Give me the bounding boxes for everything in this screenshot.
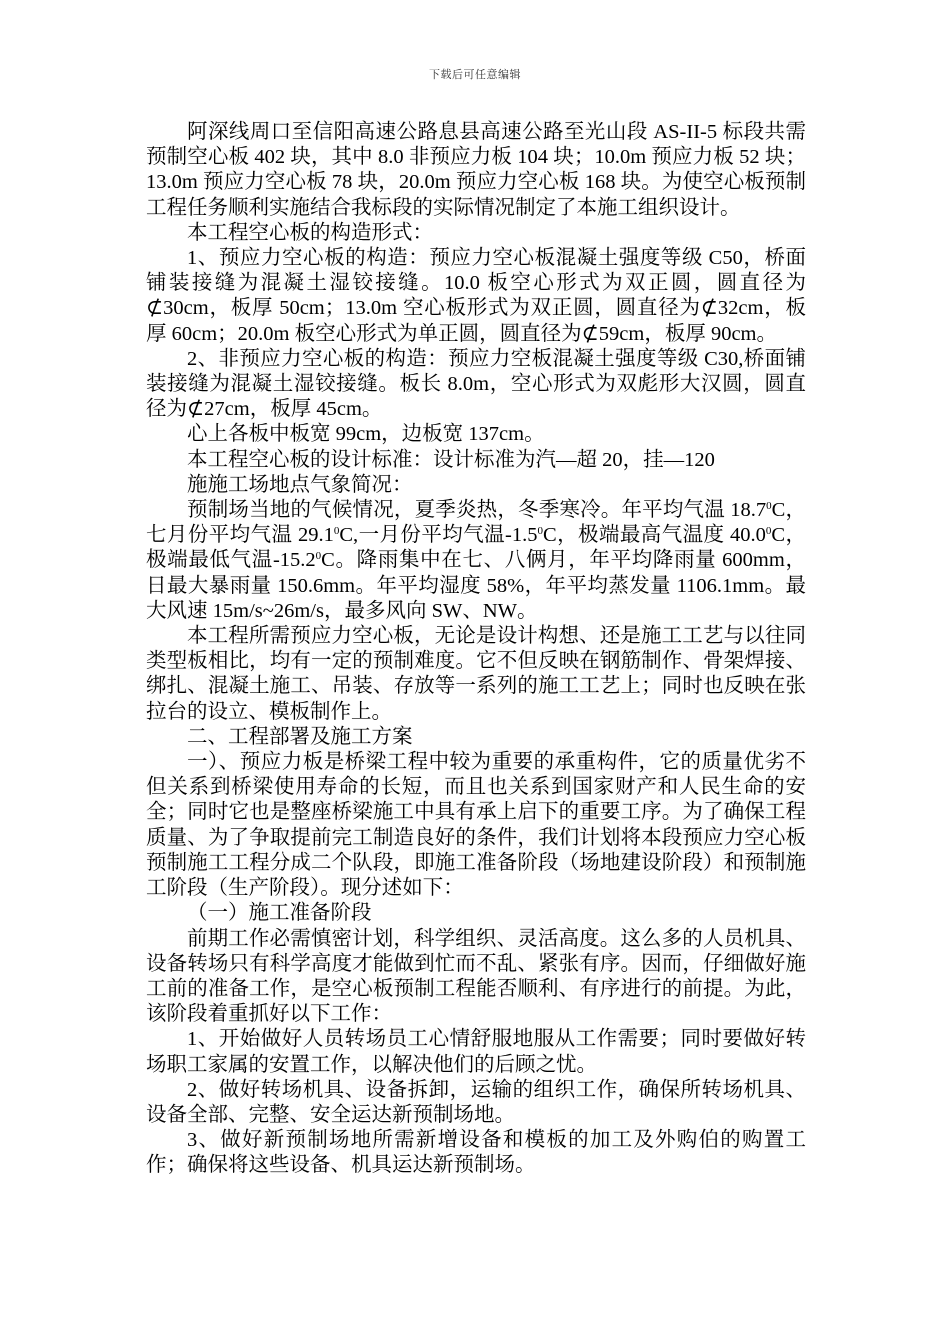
document-body [146,120,806,1179]
paragraph-climate: 预制场当地的气候情况，夏季炎热，冬季寒冷。年平均气温 18.7$^0$C，七月份平均气温 29.1$^0$C,一月份平均气温$-1.5^0C$，极端最高气温度 40.0$^0$C，极端最低气温-15.2$^0$C。降雨集中在七、八俩月，年平均降雨量 600mm，日最大暴雨量 150.6mm。年平均湿度 58%，年平均蒸发量 1106.1mm。最大风速 15m/s~26m/s，最多风向 SW、NW。 [146,499,806,622]
paragraph-intro: 阿深线周口至信阳高速公路息县高速公路至光山段 AS-II-5 标段共需预制空心板 402 块，其中 8.0 非预应力板 104 块；10.0m 预应力板 52 块；13.0m 预应力空心板 78 块，20.0m 预应力空心板 168 块。为使空心板预制工程任务顺利实施结合我标段的实际情况制定了本施工组织设计。 [146,121,806,219]
paragraph-preparation: 前期工作必需慎密计划，科学组织、灵活高度。这么多的人员机具、设备转场只有科学高度才能做到忙而不乱、紧张有序。因而，仔细做好施工前的准备工作，是空心板预制工程能否顺利、有序进行的前提。为此，该阶段着重抓好以下工作： [146,927,806,1026]
page-header: 下载后可任意编辑 [429,68,521,81]
paragraph-item-1: 1、开始做好人员转场员工心情舒服地服从工作需要；同时要做好转场职工家属的安置工作，以解决他们的后顾之忧。 [146,1028,806,1076]
paragraph-item-3: 3、做好新预制场地所需新增设备和模板的加工及外购伯的购置工作；确保将这些设备、机具运达新预制场。 [146,1129,806,1177]
paragraph-non-prestressed-slab: 2、非预应力空心板的构造：预应力空板混凝土强度等级 C30,桥面铺装接缝为混凝土湿铰接缝。板长 8.0m，空心形式为双彪形大汉圆，圆直径为⊄27cm，板厚 45cm。 [146,347,806,421]
paragraph-slab-width: 心上各板中板宽 99cm，边板宽 137cm。 [187,423,545,446]
paragraph-difficulty: 本工程所需预应力空心板，无论是设计构想、还是施工工艺与以往同类型板相比，均有一定的预制难度。它不但反映在钢筋制作、骨架焊接、绑扎、混凝土施工、吊装、存放等一系列的施工工艺上；同时也反映在张拉台的设立、模板制作上。 [146,625,806,723]
paragraph-structure-heading: 本工程空心板的构造形式： [187,221,433,244]
subsection-heading-preparation: （一）施工准备阶段 [187,902,372,925]
paragraph-item-2: 2、做好转场机具、设备拆卸，运输的组织工作，确保所转场机具、设备全部、完整、安全运达新预制场地。 [146,1078,806,1126]
paragraph-design-standard: 本工程空心板的设计标准：设计标准为汽—超 20，挂—120 [187,448,715,471]
section-heading-deployment: 二、工程部署及施工方案 [187,725,413,748]
paragraph-deployment: 一）、预应力板是桥梁工程中较为重要的承重构件，它的质量优劣不但关系到桥梁使用寿命的长短，而且也关系到国家财产和人民生命的安全；同时它也是整座桥梁施工中具有承上启下的重要工序。为了确保工程质量、为了争取提前完工制造良好的条件，我们计划将本段预应力空心板预制施工工程分成二个队段，即施工准备阶段（场地建设阶段）和预制施工阶段（生产阶段）。现分述如下： [146,751,806,900]
paragraph-prestressed-slab: 1、预应力空心板的构造：预应力空心板混凝土强度等级 C50，桥面铺装接缝为混凝土湿铰接缝。10.0 板空心形式为双正圆，圆直径为⊄30cm，板厚 50cm；13.0m 空心板形式为双正圆，圆直径为⊄32cm，板厚 60cm；20.0m 板空心形式为单正圆，圆直径为⊄59cm，板厚 90cm。 [146,247,806,345]
paragraph-weather-heading: 施施工场地点气象简况： [187,473,413,496]
